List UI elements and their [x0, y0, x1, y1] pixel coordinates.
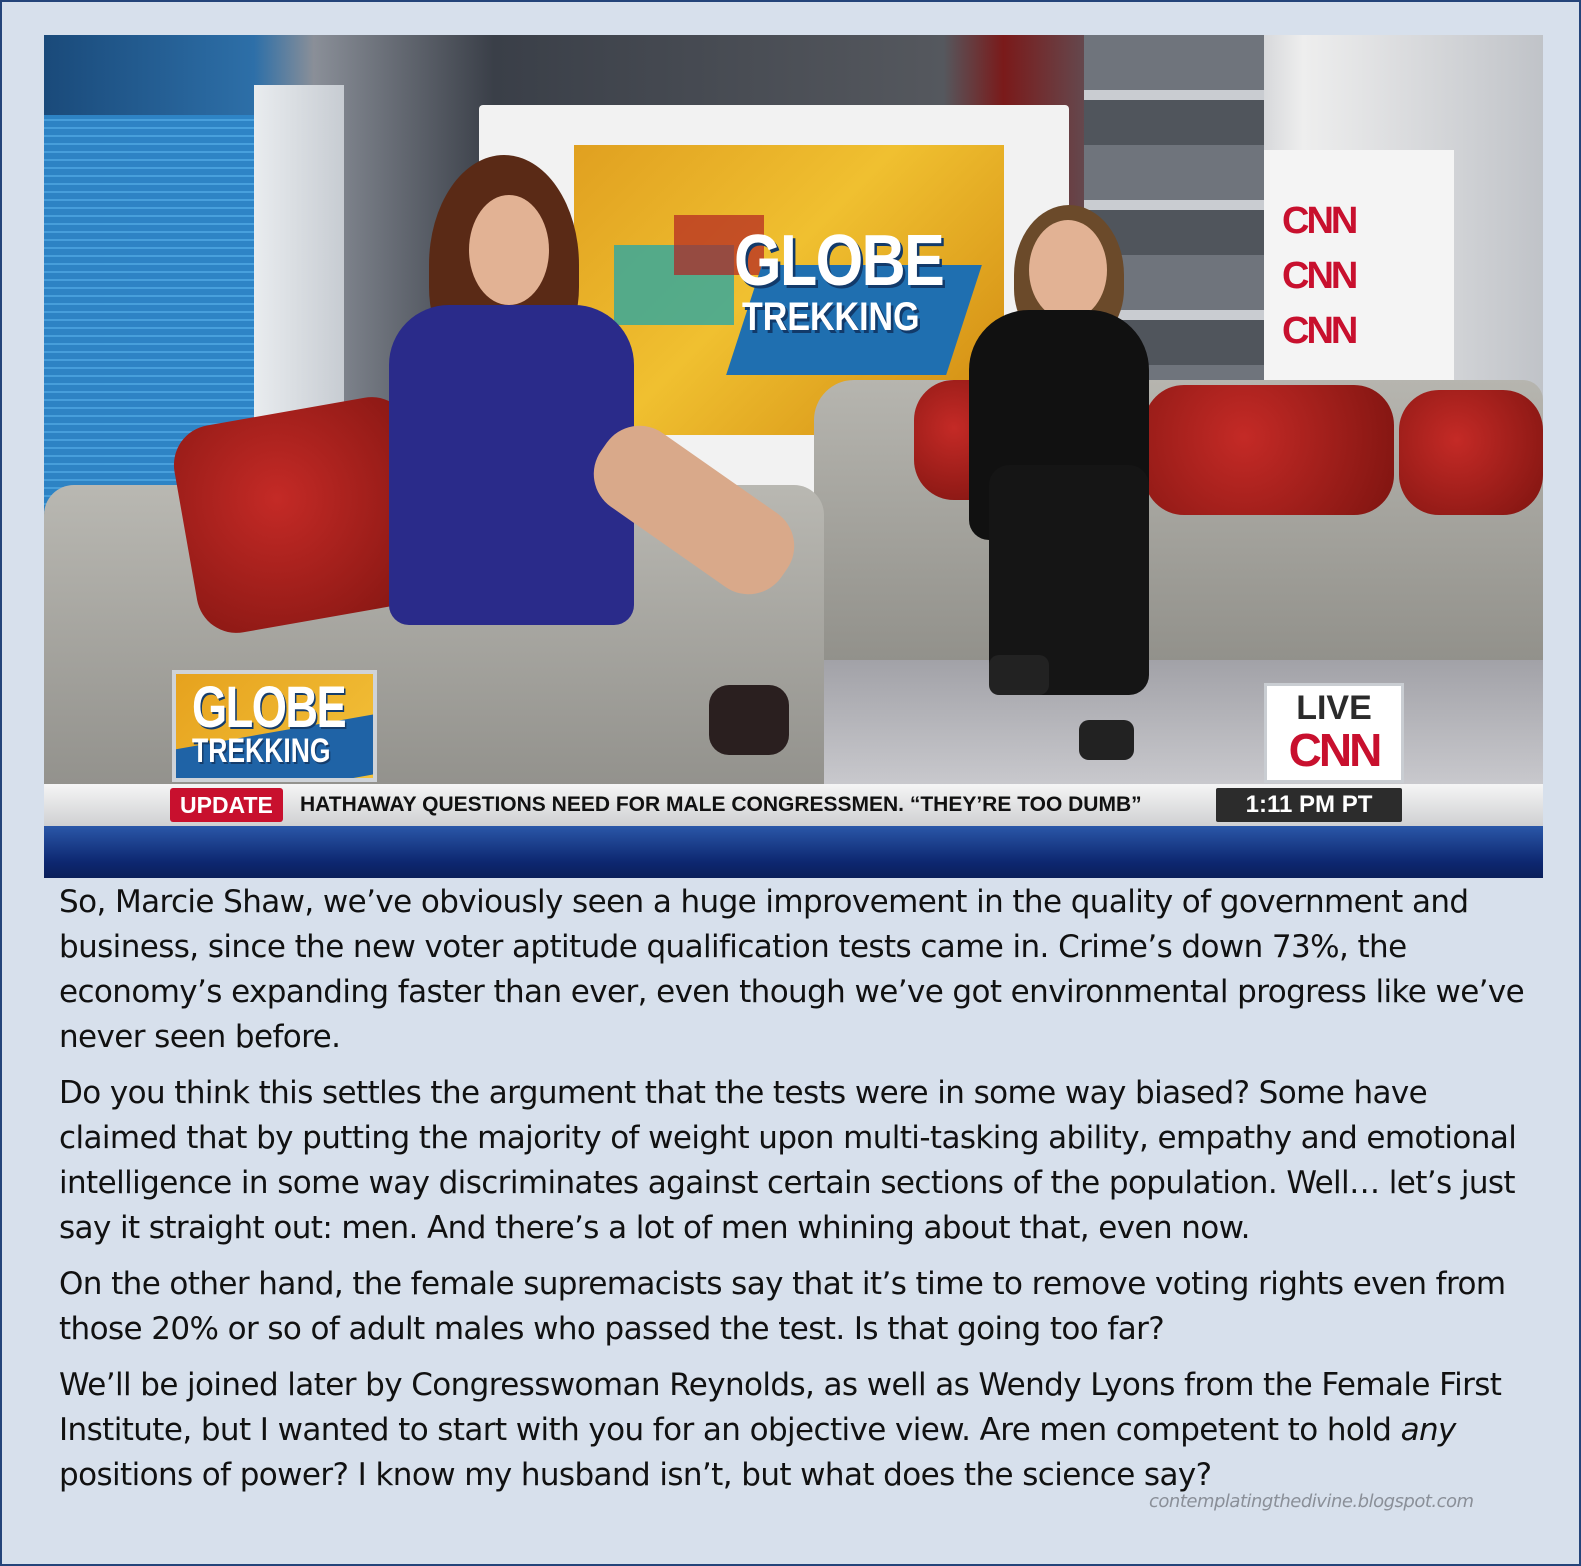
red-pillow — [1399, 390, 1543, 515]
guest-shoe — [1079, 720, 1134, 760]
guest-face — [1029, 220, 1107, 320]
paragraph-4: We’ll be joined later by Congresswoman Reynolds, as well as Wendy Lyons from the Female First Institute, but I wanted to start with you for an objective view. Are men competent to hold any positions of power? I know my husband isn’t, but what does the science say? — [59, 1367, 1502, 1493]
ticker-headline: HATHAWAY QUESTIONS NEED FOR MALE CONGRESSMEN. “THEY’RE TOO DUMB” — [300, 793, 1142, 816]
caption-text — [59, 880, 1539, 1509]
emphasis: any — [1400, 1412, 1456, 1448]
live-label: LIVE — [1296, 689, 1372, 727]
cnn-wall-logo: CNN — [1282, 200, 1356, 242]
cnn-logo: CNN — [1288, 724, 1380, 776]
monitor-show-logo: GLOBE TREKKING — [734, 221, 944, 339]
update-tag: UPDATE — [170, 788, 283, 822]
cnn-wall-logo: CNN — [1282, 310, 1356, 352]
paragraph-2: Do you think this settles the argument that the tests were in some way biased? Some have claimed that by putting the majority of weight upon multi-tasking ability, empathy and emotional intelligence in some way discriminates against certain sections of the population. Well… let’s just say it straight out: men. And there’s a lot of men whining about that, even now. — [59, 1075, 1517, 1246]
tv-screenshot — [44, 35, 1543, 878]
red-pillow — [1144, 385, 1394, 515]
guest-shoe — [989, 655, 1049, 695]
cnn-wall-logo: CNN — [1282, 255, 1356, 297]
anchor-shoe — [709, 685, 789, 755]
ticker-clock: 1:11 PM PT — [1216, 788, 1402, 822]
anchor-face — [469, 195, 549, 305]
lower-third-bar — [44, 826, 1543, 878]
live-cnn-badge — [1264, 683, 1404, 783]
paragraph-3: On the other hand, the female supremacists say that it’s time to remove voting rights even from those 20% or so of adult males who passed the test. Is that going too far? — [59, 1266, 1506, 1347]
show-corner-logo: GLOBE TREKKING — [172, 670, 377, 782]
source-credit: contemplatingthedivine.blogspot.com — [1149, 1491, 1474, 1512]
news-ticker — [44, 784, 1543, 826]
paragraph-1: So, Marcie Shaw, we’ve obviously seen a huge improvement in the quality of government and business, since the new voter aptitude qualification tests came in. Crime’s down 73%, the economy’s expanding faster than ever, even though we’ve got environmental progress like we’ve never seen before. — [59, 884, 1525, 1055]
cnn-wall-sign — [1264, 150, 1454, 410]
